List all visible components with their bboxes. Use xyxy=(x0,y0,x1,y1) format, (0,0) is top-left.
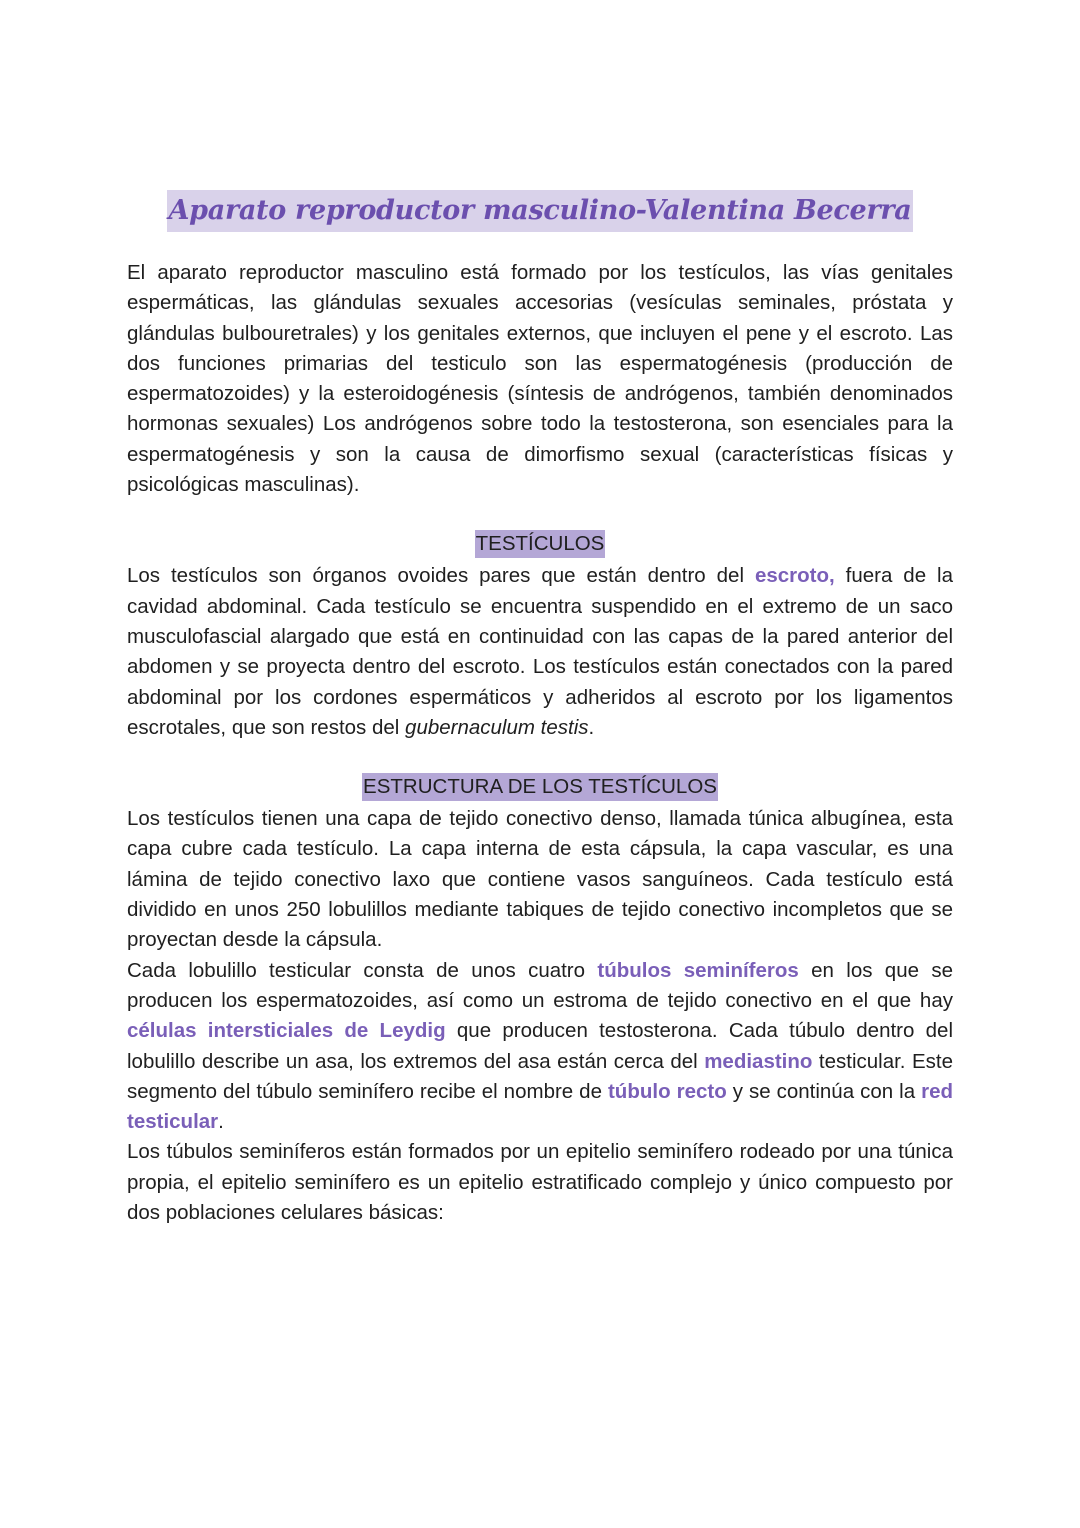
section-estructura-heading-container xyxy=(127,773,953,804)
section-testiculos-heading-container xyxy=(127,530,953,561)
highlight-tubulo-recto: túbulo recto xyxy=(607,1079,727,1103)
document-page xyxy=(127,190,953,1228)
highlight-tubulos-seminiferos: túbulos seminíferos xyxy=(597,958,799,982)
title-container xyxy=(127,190,953,232)
highlight-escroto: escroto, xyxy=(754,564,835,588)
testiculos-paragraph xyxy=(127,561,953,743)
section-estructura-heading: ESTRUCTURA DE LOS TESTÍCULOS xyxy=(362,773,718,801)
highlight-celulas-leydig: células intersticiales de Leydig xyxy=(127,1019,446,1043)
section-testiculos-heading: TESTÍCULOS xyxy=(475,530,606,558)
spacer xyxy=(127,500,953,530)
estructura-text-b: en los que se producen los espermatozoides, así como un estroma de tejido conectivo en el que hay xyxy=(127,958,953,1012)
intro-paragraph: El aparato reproductor masculino está formado por los testículos, las vías genitales espermáticas, las glándulas sexuales accesorias (vesículas seminales, próstata y glándulas bulbouretrales) y los genitales externos, que incluyen el pene y el escroto. Las dos funciones primarias del testiculo son las espermatogénesis (producción de espermatozoides) y la esteroidogénesis (síntesis de andrógenos, también denominados hormonas sexuales) Los andrógenos sobre todo la testosterona, son esenciales para la espermatogénesis y son la causa de dimorfismo sexual (características físicas y psicológicas masculinas). xyxy=(127,261,953,497)
estructura-paragraph-3: Los túbulos seminíferos están formados por un epitelio seminífero rodeado por una túnica propia, el epitelio seminífero es un epitelio estratificado complejo y único compuesto por dos poblaciones celulares básicas: xyxy=(127,1140,953,1225)
testiculos-text-a: Los testículos son órganos ovoides pares que están dentro del xyxy=(127,564,755,588)
estructura-text-d: testicular. Este segmento del túbulo seminífero recibe el nombre de xyxy=(127,1049,953,1103)
highlight-mediastino: mediastino xyxy=(704,1049,813,1073)
document-title: Aparato reproductor masculino-Valentina Becerra xyxy=(167,190,914,232)
estructura-text-a: Cada lobulillo testicular consta de unos cuatro xyxy=(127,958,598,982)
spacer xyxy=(127,743,953,773)
estructura-paragraph-1: Los testículos tienen una capa de tejido conectivo denso, llamada túnica albugínea, esta capa cubre cada testículo. La capa interna de esta cápsula, la capa vascular, es una lámina de tejido conectivo laxo que contiene vasos sanguíneos. Cada testículo está dividido en unos 250 lobulillos mediante tabiques de tejido conectivo incompletos que se proyectan desde la cápsula. xyxy=(127,807,953,952)
testiculos-text-b: fuera de la cavidad abdominal. Cada testículo se encuentra suspendido en el extremo de un saco musculofascial alargado que está en continuidad con las capas de la pared anterior del abdomen y se proyecta dentro del escroto. Los testículos están conectados con la pared abdominal por los cordones espermáticos y adheridos al escroto por los ligamentos escrotales, que son restos del xyxy=(127,564,954,739)
estructura-text-e: y se continúa con la xyxy=(726,1079,922,1103)
estructura-text-f: . xyxy=(218,1110,224,1134)
estructura-paragraph-2 xyxy=(127,956,953,1138)
estructura-text-c: que producen testosterona. Cada túbulo dentro del lobulillo describe un asa, los extremos del asa están cerca del xyxy=(127,1019,954,1073)
testiculos-text-end: . xyxy=(588,715,595,739)
italic-gubernaculum: gubernaculum testis xyxy=(405,715,589,739)
highlight-red-testicular: red testicular xyxy=(127,1079,953,1134)
